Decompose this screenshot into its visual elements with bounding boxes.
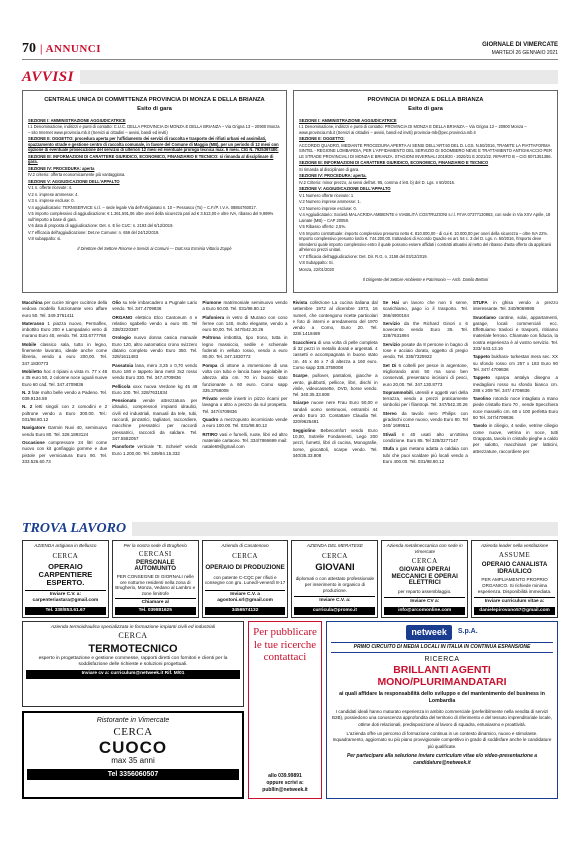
netweek-ad	[326, 621, 558, 799]
classified-ad-text: di ottone a immersione di una volta con tubo e lancia base regolabile in altezza alta cm. 70 in buono stato funzionante a 60 euro. Como sapp 335.3758008	[202, 362, 288, 393]
classified-ad	[112, 384, 197, 397]
classified-ad-keyword: Tappeto	[472, 354, 491, 360]
classified-ad-keyword: N. 2	[22, 389, 31, 395]
classified-ad-text: n 40 usati alto un'ottima condizione. Euro 85. Tel 328/3277147	[382, 431, 468, 443]
netweek-paragraph: I candidati ideali hanno maturato esperienza in ambito commerciale (preferibilmente nella vendita di servizi B2B), possiedono una conoscenza approfondita del territorio di riferimento e del tessuto imprenditoriale locale, ottime doti relazionali, predisposizione al lavoro di squadra, entusiasmo e proattività.	[332, 709, 552, 727]
header-right	[482, 42, 558, 56]
ad-contact: Inviare C.V. a:	[294, 596, 375, 604]
classified-ad	[293, 373, 378, 398]
classified-column	[22, 300, 107, 510]
tender-title: PROVINCIA DI MONZA E DELLA BRIANZA	[367, 97, 484, 103]
classified-ad-text: 1 piazza nuovo, Permaflex, imbottito Euro 200 e Lampadario vetro di murano Euro 40, vendo. Tel. 333.6777768	[22, 320, 108, 339]
classified-ad-keyword: Se Hai	[382, 300, 399, 305]
classified-ad-keyword: Tappeto	[472, 375, 491, 381]
classified-ad-keyword: Quadro	[202, 417, 219, 423]
classified-ad-keyword: Pompa	[202, 362, 218, 368]
ad-cerca: CERCA	[52, 551, 79, 560]
ad-contact: Inviare curriculum vitae a:	[474, 597, 555, 605]
classified-ad	[22, 369, 107, 388]
classified-ad-keyword: Mobiletto	[22, 368, 42, 374]
classified-ad	[293, 428, 378, 459]
classified-ad-keyword: Pianoforte	[112, 444, 135, 450]
classified-ad	[473, 375, 558, 394]
tender-line: V.4 aggiudicatario: TERNISERVICE s.r.l. – sede legale Via dell'Artigianato n. 10 – Pessasco (To) – C.F./P. I.V.A. 08854760017.	[28, 204, 257, 210]
classified-ad-keyword: Orologio	[112, 335, 131, 341]
classified-ad	[202, 363, 287, 394]
classified-ad-text: in vetro di Murano con cono ferree con 140, molto elegante, vendo a euro 50,00. Tel. 347/542.30.26	[202, 314, 288, 333]
tender-line: SEZIONE IV: PROCEDURA: aperta	[28, 165, 95, 171]
classified-ad-keyword: Seggiolino	[292, 427, 316, 433]
classified-ad	[383, 342, 468, 361]
tender-line: SEZIONE V: AGGIUDICAZIONE DELL'APPALTO	[28, 178, 120, 184]
classified-ad-keyword: Stereo	[382, 410, 397, 416]
classified-ad-text: da the Richard Ginori x 6 novecento vendo Euro 35. Tel. 328/7631894	[382, 320, 468, 339]
classified-ad-text: in ciliegio, 4 sedie, vetrine ciliegio come nuove, vetrina in noce, tutti Grappota, tavolo in cristallo pieghe a caldo per salotto, macchinari per latticini, attrezzature, raccordiere per	[472, 423, 559, 454]
ad-cerca: CERCA	[232, 552, 258, 561]
netweek-cta: Per partecipare alla selezione inviare curriculum vitae e/o video-presentazione a	[346, 752, 538, 759]
classified-ad	[473, 423, 558, 454]
classified-ad-text: xxxx nuova Verdone kg 45 48 Euro 100. Tel. 328/7631834	[112, 383, 198, 395]
ad-contact[interactable]: Inviare cv a: curriculum@netweek.it Rif. M/01	[26, 670, 240, 678]
classified-ad-text: vende attrezzatura per idraulici, compressori impianti idraulici, civili ed industriali, manuali da tele, tubi, raccordi, pinzatrici, tagliatori, raccordiere, macchine pressatrici per raccordi pressatrici, raccordi da saldare. Tel. 347.5582057	[112, 398, 198, 441]
classified-ad	[22, 321, 107, 340]
classified-ad-keyword: Poltrona	[202, 335, 221, 341]
classified-ad-keyword: Soprammobili	[382, 389, 413, 395]
tender-line: IV.2 criterio: offerta economicamente più vantaggiosa.	[28, 172, 126, 178]
job-ad-carpentiere	[22, 540, 109, 618]
tender-line: SEZIONE I: AMMINISTRAZIONE AGGIUDICATRICE	[28, 117, 126, 123]
classified-ad-keyword: Privato	[202, 396, 218, 402]
tender-line: Si rimanda al disciplinare di gara.	[299, 166, 360, 172]
promo-text: Per pubblicare le tue ricerche contattaci	[253, 626, 317, 664]
tender-line: V.2 Numero imprese ammesse: 1.	[299, 199, 361, 205]
classified-ad	[22, 425, 107, 438]
classified-ad-keyword: Servizio	[382, 341, 400, 347]
tender-line: V.3 n. imprese escluse: 0.	[28, 198, 75, 204]
netweek-email[interactable]: candidature@netweek.it	[413, 759, 471, 766]
job-ad-cuoco	[22, 711, 244, 799]
ad-role: OPERAIO CANALISTA IDRAULICO	[481, 561, 548, 575]
ad-intro: Azienda termoidraulica specializzata in formazione impianti civili ed industriali	[50, 625, 216, 630]
classified-ad-keyword: Materasso	[22, 320, 45, 326]
classified-ad-text: bukhara- turkestan mera sec. XX su sfondo rosso cm 257 x 183 Euro 90 Tel. 347/ 4709836	[472, 354, 559, 372]
ad-description: PER AMPLIAMENTO PROPRIO ORGANICO. Si richiede minima esperienza. Disponibilità immediata.	[477, 577, 552, 594]
tender-line: V.2 n. imprese ammesse: 4.	[28, 191, 79, 197]
classified-ad-text: vasi e furnelli, ruote, libri ed altro materiale cartaceo. Tel. 334/7866699 mail: natale69@gmail.com	[202, 431, 288, 450]
ad-role: TERMOTECNICO	[88, 642, 178, 655]
ad-description: PER CONSEGNE DI GIORNALI nelle ore notturne residenti nella zona di Brugherio, Monza, Vedano al Lambro e zone limitrofe	[115, 573, 196, 597]
tender-line: SEZIONE IV: PROCEDURA: aperta.	[299, 173, 367, 179]
classified-ad-text: di una volta di pelle completa di 32 pezzi in metallo dorati e argentati. 4 cassetti e accompagnata in buono stato cm. 46 x 46 x 7 di altezza a 160 euro. Como sapp 335.3758008	[292, 339, 378, 370]
classified-ad-text: vende inserti in pizzo ricami per lavagna o altro a prezzo da sul prospetto. Tel. 347/4709836	[202, 396, 288, 414]
classified-ad-text: cantine, solai, appartamenti, garage, locali commerciali ecc. Effettuiamo trasloci e trasporti, ritiriamo materiale ferroso. Chiamate con fiducia, la nostra esperienza è al vostro servizio. Tel. 333/ 643.13.16	[472, 314, 559, 352]
classified-ad-keyword: Piumone	[202, 300, 222, 305]
ad-intro: Azienda leader nella ventilazione	[480, 543, 549, 548]
netweek-role: BRILLANTI AGENTI MONO/PLURIMANDATARI	[377, 664, 507, 689]
classified-ad-keyword: STUFA	[472, 300, 488, 305]
trova-lavoro-heading	[22, 522, 558, 536]
classified-ad-keyword: Scacchiera	[292, 339, 317, 345]
classified-ad-keyword: Rivista	[292, 300, 308, 305]
ad-intro: AZIENDA DEL MERATESE	[306, 543, 363, 548]
classified-ad-text: su tele imbarcadero a Pugnale Lario vendo. Tel. 347.4709836	[112, 300, 198, 312]
classified-ad-text: da tavolo nero Philips con giradischi come nuovo, vendo Euro 80. Tel 340/ 1699511	[382, 410, 468, 429]
classified-ad-keyword: Svuotiamo	[472, 314, 496, 320]
tender-line: V.3 Numero imprese escluse: 0.	[299, 205, 357, 211]
classified-ad	[202, 417, 287, 430]
classified-ad	[383, 432, 468, 445]
netweek-tagline: PRIMO CIRCUITO DI MEDIA LOCALI IN ITALIA IN CONTINUA ESPANSIONE	[331, 642, 553, 653]
classified-ad	[383, 411, 468, 430]
ad-description: per reparto assemblaggio.	[398, 589, 452, 595]
tender-line: SEZIONE II: OGGETTO:	[299, 136, 345, 142]
classified-ad	[112, 300, 197, 313]
ad-intro: Per la nostra sede di Brugherio	[123, 543, 187, 548]
tender-line: SEZIONE I: AMMINISTRAZIONE AGGIUDICATRICE	[299, 117, 397, 123]
classified-ad	[383, 446, 468, 465]
ad-contact: Inviare C.V. a	[230, 591, 260, 597]
tender-line: V.5 importo complessivo di aggiudicazione: € 1.361.591,06 oltre oneri della sicurezza pari ad € 3.513,00 e oltre IVA, ribasso del 9,999% sull'importo a base di gara.	[28, 211, 274, 222]
tender-line: V.4 Aggiudicatario: Società MALACRIDA AMBIENTE e VIABILITÀ COSTRUZIONI s.r.l. P.IVA 07377130963, con sede in Via XXV Aprile, 18 Lainate (MB) – CAP 20058.	[299, 212, 551, 223]
ad-cerca: CERCA	[118, 631, 148, 641]
ad-cerca: CERCA	[113, 726, 153, 739]
classified-ad-keyword: Set Di	[382, 362, 397, 368]
ad-cerca: CERCA	[411, 556, 438, 565]
page-number: 70	[22, 41, 36, 56]
classified-ad	[293, 400, 378, 425]
classified-ad-keyword: Pensionato	[112, 398, 137, 404]
ad-email[interactable]: curricula@promo.it	[294, 607, 375, 615]
classified-ad-text: verticale "E. Scheiel" vendo Euro 1.200,00. Tel. 349/84.15.332	[112, 444, 198, 456]
classified-ad-text: letti singoli con 2 comodini e 2 poltrone vendo a Euro 300.00. Tel.: 031/98.80.12	[22, 404, 108, 423]
job-ad-termotecnico	[22, 621, 244, 707]
tender-line: V.8 subappalto: si.	[28, 236, 62, 242]
trova-lavoro-title: TROVA LAVORO	[22, 521, 132, 537]
ad-description: esperto in progettazione e gestione commesse, rapporti diretti con fornitori e clienti per la soddisfazione delle richieste e soluzioni progettuali.	[38, 655, 228, 668]
classified-ad-text: per cucire Singer cucitrice della vedova modello funzionante vero affare euro 50. Tel. 349.3761411	[22, 300, 108, 318]
classified-ad	[22, 404, 107, 423]
classified-ad-text: a mezzopunto incorniciato vende a euro 100.00. Tel. 031/98.80.12	[202, 417, 288, 429]
section-name: | ANNUNCI	[40, 43, 101, 55]
ad-description: diplomati o con attestato professionale per inserimento in organico di produzione.	[295, 576, 375, 593]
classified-ad-text: Bebecomfort vendo Euro 10,00, Sotrelle Fondamenti, Lego 200 pezzi, fumetti, libri di cucina, Monografie, borse, giocattoli, scarpe vendo. Tel. 340/35.33.808	[292, 427, 378, 458]
classified-ad	[473, 354, 558, 373]
classified-ad	[473, 300, 558, 313]
classified-ad	[202, 396, 287, 415]
classified-column	[293, 300, 378, 510]
ad-intro: Azienda di Casatenovo	[221, 543, 269, 548]
classified-column	[473, 300, 558, 510]
netweek-subtitle: ai quali affidare la responsabilità dello sviluppo e del mantenimento del business in Lombardia	[339, 690, 545, 704]
ad-role: CUOCO	[98, 738, 168, 758]
ad-role: OPERAIO DI PRODUZIONE	[205, 563, 285, 571]
classified-ad-text: imbottita, tipo trono, tutta in legno massiccio, sedile e schienale foderati in velluto rosso, vendo a euro 80,00. Tel. 347.1830773	[202, 335, 288, 360]
header-left	[22, 42, 101, 56]
tender-line: SEZIONE III: INFORMAZIONI DI CARATTERE GIURIDICO, ECONOMICO, FINANZIARIO E TECNICO: si rimanda al disciplinare di gara.	[28, 153, 274, 165]
classified-ad-text: , utensili e oggetti vari della terrazza, vendo a prezzi praticamente simbolici per i filantropi. Tel. 347/542.30.26	[382, 389, 468, 408]
job-ad-automunito	[112, 540, 199, 618]
tender-notice-provincia	[293, 90, 558, 293]
netweek-company: S.p.A.	[457, 628, 478, 636]
tender-line: V.6 Importo contrattuale: importo complessivo presunto netto €. 810.000,00 - di cui €. 10.000,00 per oneri della sicurezza – oltre IVA 22%. Importo complessivo presunto lordo €. 744.200,00. trattandosi di Accordo Quadro ex art. 54 c. 3 del D. Lgs. n. 50/2016, l'importo deve intendersi quale importo complessivo entro il quale possono essere affidati i contratti attuativi al netto del ribasso d'asta offerto da applicarsi all'elenco prezzi unitari.	[299, 230, 552, 253]
job-ads-lower	[22, 621, 558, 799]
classified-ad-keyword: N. 2	[22, 404, 33, 410]
classified-ad-keyword: Macchina	[22, 300, 43, 305]
ad-email[interactable]: danielepirovano57@gmail.com	[474, 607, 555, 615]
classified-ad-text: collezione La cucina italiana dal settembre 1972 al dicembre 1973, 16 numeri, che contengono ricette particolari e foto di interni e arredamento del 1970 vendo a Como, Euro 20. Tel. 328/.1418489	[292, 300, 378, 337]
tender-subtitle: Esito di gara	[137, 105, 172, 112]
classified-ad-keyword: Scarpe	[292, 373, 308, 379]
classified-ad-text: nuovo donna casica manuale Euro 120, altro automatico crono svizzero datario completo vendo Euro 350. Tel. 328/1611483	[112, 335, 198, 360]
tender-line: V.8 Subappalto: Si.	[299, 260, 334, 266]
tender-line: V.7 Efficacia dell'aggiudicazione: Det. Dir. R.G. n. 2158 del 03/12/2019.	[299, 253, 428, 259]
netweek-cerca: RICERCA	[424, 655, 460, 663]
tender-notice-cuc	[22, 90, 287, 293]
classified-ad-text: posate da 8 persone in bagno di rose e acciaio dorato, oggetto di pregio vendo. Tel. 335/7325922	[382, 341, 468, 360]
promo-or: oppure scrivi a:	[266, 780, 304, 786]
ad-cerca: ASSUME	[498, 551, 531, 559]
tender-line: SEZIONE II: OGGETTO: procedura aperta per l'affidamento dei servizi di raccolta e trasporto dei rifiuti urbani ed assimilati, spazzamento strade e gestione centro di raccolta comunale, in favore del Comune di Maggio (MB), per un periodo di 12 mesi con opzione di eventuale prosecuzione del servizio di ulteriori 12 mesi ed eventuale proroga tecnica max. 6 mesi. CIG N. 7925397480.	[28, 136, 279, 153]
classified-ad-keyword: RITIRO	[202, 431, 218, 437]
classified-ad-keyword: Passatoia	[112, 362, 134, 368]
classified-ad-text: , pullover, pantaloni, giacche a vento, giubbotti, pellicce, libri, dischi in vinile, videocassette, DVD, borse vendo. Tel. 340.35.33.808	[292, 373, 378, 398]
tender-line: ACCORDO QUADRO, MEDIANTE PROCEDURA APERTA AI SENSI DELL'ART.60 DEL D. LGS. N.50/2016, TRAMITE LA PIATTAFORMA SINTEL - REGIONE LOMBARDIA, PER L'AFFIDAMENTO DEL SERVIZIO DI SGOMBERO NEVE E TRATTAMENTO ANTIGHIACCIO PER LE STRADE PROVINCIALI DI MONZA E BRIANZA. STAGIONI INVERNALI 2019/20 - 2020/21 E 2021/22. RIPARTO B – CIG 8071351386.	[299, 142, 552, 159]
ad-email[interactable]: info@arcomonline.com	[384, 607, 465, 615]
classified-ad	[112, 335, 197, 360]
ad-intro: Ristorante in Vimercate	[96, 717, 170, 724]
tender-subtitle: Esito di gara	[408, 105, 443, 112]
ad-intro: Azienda metalmeccanica con sede in Vimercate	[386, 543, 463, 554]
classified-ad	[112, 315, 197, 334]
classified-ad	[383, 321, 468, 340]
netweek-footer	[331, 753, 553, 767]
classified-ad-text: 6 coltelli per pesce in argentone, migliorando anni 50 ma sono ben conservati, presentano incisioni di pesci, euro 20,00. Tel. 347.130.8773	[382, 362, 468, 387]
ad-phone: Tel. 338/853.61.67	[25, 607, 106, 615]
job-ads-row	[22, 540, 558, 618]
tender-line: I.1 Denominazione, indirizzi e punti di contatto: PROVINCIA DI MONZA E DELLA BRIANZA – Via Grigna 13 – 20900 Monza – www.provincia.mb.it (Servizi ai cittadini – avvisi, bandi ed inviti) provincia-mb@pec.provincia.mb.it	[299, 124, 527, 135]
ad-email[interactable]: agostoni.srl@gmail.com	[217, 597, 273, 603]
classified-column	[112, 300, 197, 510]
job-ad-giovani	[291, 540, 378, 618]
tender-line: I.1 Denominazione, indirizzi e punti di contatto: C.U.C. DELLA PROVINCIA DI MONZA E DELLA BRIANZA – Via Grigna 13 – 20900 Monza – sito Internet www.provincia.mb.it (Servizi ai cittadini – avvisi, bandi ed inviti)	[28, 124, 280, 135]
classified-ad-text: matrimoniale seminuovo vendo a Euro 50.00. Tel. 031/98.80.12	[202, 300, 288, 312]
tender-line: V.1 n. offerte ricevute: 4.	[28, 185, 73, 191]
classified-ad-text: un lavoro che non ti serve, scarichiamo, pago io il trasporto. Tel. 366/4900184	[382, 300, 468, 318]
ad-intro: AZIENDA artigiana in Bellusco	[34, 543, 97, 548]
job-ad-operai-meccanici	[381, 540, 468, 618]
classified-ad-keyword: Olio	[112, 300, 121, 305]
tender-line: V.1 Numero offerte ricevute: 1	[299, 192, 354, 198]
page-header	[22, 0, 558, 60]
ad-phone: 3456574132	[205, 607, 286, 615]
avvisi-title: AVVISI	[22, 69, 80, 86]
classified-ad-keyword: Stufa	[382, 446, 394, 452]
netweek-body	[331, 709, 553, 750]
classified-ad-keyword: ORGANO	[112, 314, 133, 320]
classified-ad	[202, 432, 287, 451]
promo-email[interactable]: publlin@netweek.it	[262, 787, 308, 793]
ad-cerca: CERCA	[321, 551, 348, 560]
classified-ad-text: fate molto belle vendo a Padeno. Tel. 039.9134.59	[22, 389, 108, 402]
avvisi-heading	[22, 70, 558, 84]
tender-line: V.7 efficacia dell'aggiudicazione: Det.ne Comune: n. 659 del 24/12/2019.	[28, 229, 160, 235]
classified-ad-keyword: Mobile	[22, 341, 37, 347]
tender-line: Monza, 22/01/2020	[299, 267, 335, 272]
ad-cerca: CERCASI	[138, 549, 172, 558]
job-ad-canalista	[471, 540, 558, 618]
classified-ad	[202, 335, 287, 360]
tender-signature: Il Direttore del Settore Risorse e Servizi ai Comuni — Dott.ssa Erminia Vittoria Zoppè	[77, 245, 232, 251]
tender-title: CENTRALE UNICA DI COMMITTENZA PROVINCIA DI MONZA E DELLA BRIANZA	[44, 97, 265, 103]
classified-ad	[383, 390, 468, 409]
classified-ad-text: in ghisa vendo a prezzo interessante. Tel. 340/9069995	[472, 300, 559, 312]
classified-ad	[383, 300, 468, 319]
netweek-paragraph: L'azienda offre un percorso di formazione continua in un contesto dinamico, nuovo e stimolante. Inquadramento, aggiornato su più piano provvigionale competitivo in grado di soddisfare anche le candidature più qualificate.	[332, 730, 552, 749]
ad-role: OPERAIO CARPENTIERE ESPERTO.	[38, 562, 93, 588]
classified-ad-text: hoc 4 ripiani a vista m. 77 x 48 x 35 euro 50, 2 colonne noce uguali nuove Euro 60 cad. Tel. 347.4709836	[22, 368, 108, 387]
job-ad-produzione	[202, 540, 289, 618]
classified-ad	[112, 363, 197, 382]
classified-ad-text: compressore 24 litri come nuovo con kit gonfiaggio gomme e due pistole per verniciatura Euro 90. Tel. 333.526.60.73	[22, 439, 108, 464]
ad-contact: Inviare CV a:	[384, 597, 465, 605]
classified-ad	[22, 342, 107, 367]
ad-contact: Inviare C.V. a:	[49, 592, 82, 598]
classified-column	[202, 300, 287, 510]
classified-ad-keyword: Sciarpe	[292, 400, 309, 406]
classified-ad-keyword: Servizio	[382, 320, 400, 326]
tender-line: SEZIONE III: INFORMAZIONI DI CARATTERE GIURIDICO, ECONOMICO, FINANZIARIO E TECNICO	[299, 160, 489, 166]
ad-age: max 35 anni	[111, 756, 155, 766]
classified-ad	[473, 315, 558, 353]
classified-ads	[22, 300, 558, 510]
tender-body	[299, 118, 552, 273]
tender-line: IV.2 Criterio: minor prezzo, ai sensi dell'art. 95, comma 4 lett. b) del D. Lgs. n 50/2016.	[299, 179, 456, 185]
promo-box	[248, 621, 322, 799]
promo-phone: allo 039.99891	[268, 773, 302, 779]
tender-notices	[22, 90, 558, 293]
classified-ad	[473, 396, 558, 421]
classified-ad	[202, 315, 287, 334]
classified-ad	[293, 300, 378, 338]
classified-ad-text: a gas metano adatta a caldaia con tubi che puoi scaldare più locali vendo a Euro 400.00. Tel. 031/98.80.12	[382, 446, 468, 464]
classified-ad	[22, 440, 107, 465]
classified-ad	[112, 398, 197, 442]
classified-column	[383, 300, 468, 510]
classified-ad	[293, 340, 378, 371]
ad-phone: Tel 3356060507	[27, 769, 239, 780]
left-ads-column	[22, 621, 244, 799]
newspaper-name: GIORNALE DI VIMERCATE	[482, 41, 558, 48]
classified-ad-keyword: Occasione	[22, 439, 45, 445]
classified-ad-keyword: Plafoniera	[202, 314, 225, 320]
classified-ad	[112, 444, 197, 457]
classified-ad-keyword: Stivali	[382, 431, 396, 437]
classified-ad-text: lana, mero 3,25 x 0,70 vendo Euro 180 e tappeto lana metri 3x2 rosso vendo Euro 330. Tel. 347.4709836	[112, 362, 198, 381]
tender-body	[28, 118, 281, 242]
classified-ad-text: classico sala, tutto in legno, finemente lavorato, ideale anche come libreria, vendo a euro 200,00. Tel. 347.1830773	[22, 341, 108, 366]
ad-role: PERSONALE AUTOMUNITO	[134, 558, 177, 573]
issue-date: MARTEDÌ 26 GENNAIO 2021	[491, 49, 558, 56]
classified-ad-keyword: Tavolino	[472, 396, 492, 402]
classified-ad	[202, 300, 287, 313]
classified-ad-text: sparpa antalya disegno a medaglioni rosso su sfondo bianco cm. 288 x 209 Tel. 347/ 4709836	[472, 375, 559, 393]
tender-signature: Il Dirigente del Settore Ambiente e Patrimonio — Arch. Danilo Bettoni	[362, 276, 489, 282]
ad-role: GIOVANI	[315, 562, 355, 574]
classified-ad-keyword: Tavolo	[472, 423, 488, 429]
classified-ad-keyword: Navigatore	[22, 425, 46, 431]
tender-line: V.6 data di proposta di aggiudicazione: Det. n. E lie CUC: n. 2193 del 6/12/2019.	[28, 223, 174, 229]
classified-ad-text: nuove nere Frau Euro 50,00 e sandali uomo seminuovi, entrambi 44 vendo Euro 10. Contattare Claudia Tel. 320/9625481	[292, 400, 378, 425]
tender-line: SEZIONE V: AGGIUDICAZIONE DELL'APPALTO	[299, 186, 391, 192]
classified-ad	[22, 300, 107, 319]
ad-role: GIOVANI OPERAI MECCANICI E OPERAI ELETTRICI	[391, 566, 458, 587]
netweek-logo: netweek	[406, 625, 452, 640]
ad-phone: Tel. 039881625	[115, 607, 196, 615]
classified-ad-text: rotondo noce intagliato a mano piede cristallo Euro 70 , vende Specchiera noce massello cm. 60 x 100 perfetta Euro 50 Tel. 347/4709836	[472, 396, 559, 421]
classified-ad	[22, 390, 107, 403]
ad-description: con patente C-CQC per rifiuti e consegne con gru. Lunedì-venerdì 8-17	[204, 574, 286, 586]
classified-ad	[383, 363, 468, 388]
classified-ad-text: Garmin Nuvi 40, seminuovo vendo Euro 80. Tel. 328.1893124	[22, 425, 108, 437]
tender-line: V.5 Ribasso offerto: 2,5%.	[299, 224, 347, 230]
classified-ad-keyword: Pellicola	[112, 383, 131, 389]
ad-email[interactable]: carpenteriastara@gmail.com	[32, 598, 99, 604]
ad-contact: Chiamare al	[115, 598, 196, 606]
classified-ad-text: elettrico Elco Cantonum 4 e relativo sgabello vendo a euro 80. Tel 338/3220387	[112, 314, 198, 333]
